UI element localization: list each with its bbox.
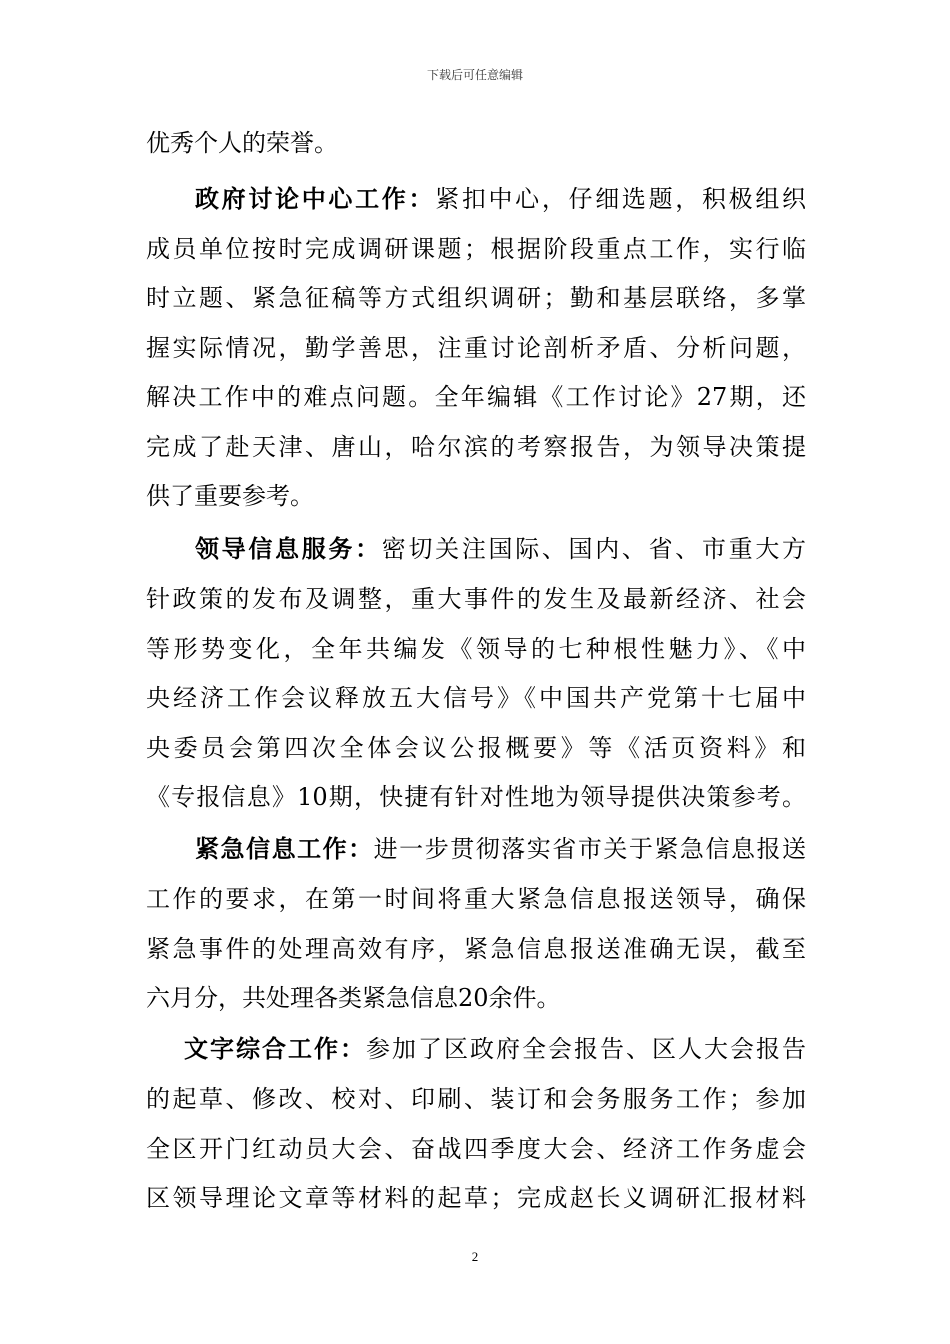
text-line: 的起草、修改、校对、印刷、装订和会务服务工作；参加 — [146, 1085, 806, 1113]
text-line: 解决工作中的难点问题。全年编辑《工作讨论》27期，还 — [146, 383, 806, 411]
section-heading-line: 政府讨论中心工作：紧扣中心，仔细选题，积极组织 — [195, 185, 807, 213]
section-heading: 政府讨论中心工作： — [195, 185, 436, 213]
text-line: 时立题、紧急征稿等方式组织调研；勤和基层联络，多掌 — [146, 284, 806, 312]
text-line: 央委员会第四次全体会议公报概要》等《活页资料》和 — [146, 734, 806, 762]
text-line: 六月分，共处理各类紧急信息20余件。 — [146, 984, 561, 1012]
text-line: 优秀个人的荣誉。 — [146, 129, 338, 157]
section-heading: 文字综合工作： — [184, 1035, 366, 1063]
text-line: 完成了赴天津、唐山，哈尔滨的考察报告，为领导决策提 — [146, 433, 806, 461]
section-heading-line: 紧急信息工作：进一步贯彻落实省市关于紧急信息报送 — [195, 835, 807, 863]
text-line: 成员单位按时完成调研课题；根据阶段重点工作，实行临 — [146, 235, 806, 263]
text-line: 供了重要参考。 — [146, 482, 314, 510]
text-line: 握实际情况，勤学善思，注重讨论剖析矛盾、分析问题， — [146, 334, 806, 362]
section-heading-line: 文字综合工作：参加了区政府全会报告、区人大会报告 — [184, 1035, 806, 1063]
text-line: 工作的要求，在第一时间将重大紧急信息报送领导，确保 — [146, 885, 806, 913]
text-line: 紧急事件的处理高效有序，紧急信息报送准确无误，截至 — [146, 935, 806, 963]
header-note: 下载后可任意编辑 — [426, 68, 523, 82]
section-heading: 领导信息服务： — [195, 535, 382, 563]
page-number: 2 — [471, 1249, 479, 1264]
text-line: 央经济工作会议释放五大信号》《中国共产党第十七届中 — [146, 684, 806, 712]
text-line: 等形势变化，全年共编发《领导的七种根性魅力》、《中 — [146, 635, 806, 663]
text-line: 区领导理论文章等材料的起草；完成赵长义调研汇报材料 — [146, 1184, 806, 1212]
text-line: 全区开门红动员大会、奋战四季度大会、经济工作务虚会 — [146, 1135, 806, 1163]
section-heading: 紧急信息工作： — [195, 835, 374, 863]
section-heading-line: 领导信息服务：密切关注国际、国内、省、市重大方 — [195, 535, 807, 563]
text-line: 《专报信息》10期，快捷有针对性地为领导提供决策参考。 — [146, 783, 806, 811]
text-line: 针政策的发布及调整，重大事件的发生及最新经济、社会 — [146, 585, 806, 613]
